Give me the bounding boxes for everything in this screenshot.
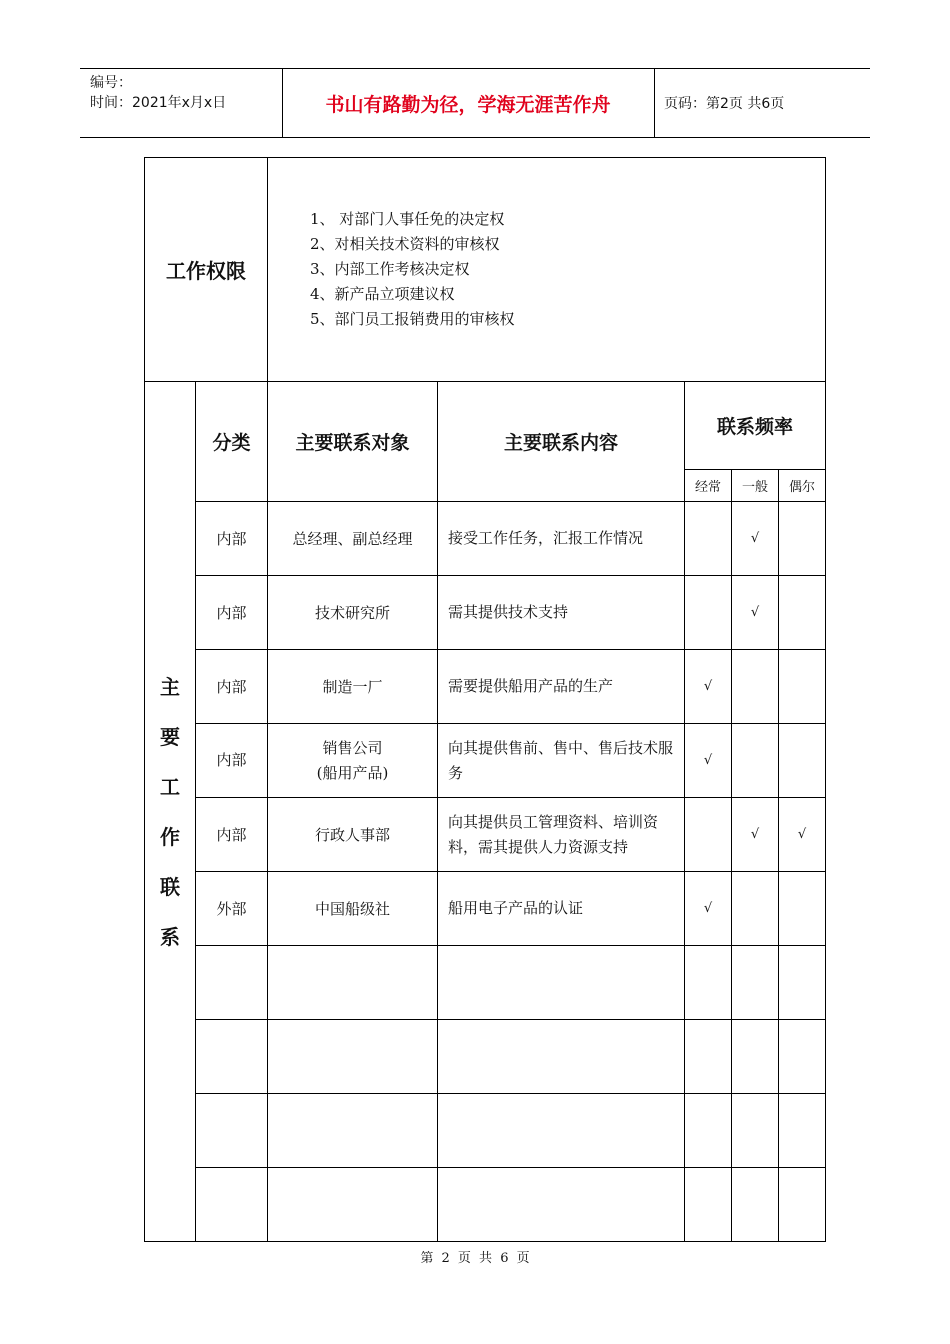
category-cell — [196, 1094, 268, 1168]
target-cell: 技术研究所 — [268, 576, 438, 650]
freq-rare-cell — [779, 502, 826, 576]
side-title-char: 作 — [160, 824, 180, 849]
category-cell: 外部 — [196, 872, 268, 946]
authority-item: 5、部门员工报销费用的审核权 — [310, 310, 515, 328]
job-description-table — [144, 157, 826, 1242]
authority-item: 4、新产品立项建议权 — [310, 285, 455, 303]
content-cell: 船用电子产品的认证 — [438, 872, 685, 946]
target-cell: 中国船级社 — [268, 872, 438, 946]
table-row — [145, 650, 826, 724]
category-cell — [196, 946, 268, 1020]
table-row — [145, 1168, 826, 1242]
target-cell — [268, 1094, 438, 1168]
header-freq-often: 经常 — [685, 470, 732, 502]
table-row — [145, 946, 826, 1020]
table-row — [145, 1020, 826, 1094]
authority-row — [145, 158, 826, 382]
freq-rare-cell — [779, 1094, 826, 1168]
freq-rare-cell — [779, 1020, 826, 1094]
freq-rare-cell — [779, 576, 826, 650]
contacts-header-row — [145, 382, 826, 470]
category-cell: 内部 — [196, 724, 268, 798]
category-cell — [196, 1020, 268, 1094]
category-cell: 内部 — [196, 576, 268, 650]
freq-normal-cell — [732, 872, 779, 946]
freq-often-cell: √ — [685, 872, 732, 946]
table-row — [145, 798, 826, 872]
freq-often-cell — [685, 798, 732, 872]
freq-often-cell — [685, 576, 732, 650]
page-footer: 第 2 页 共 6 页 — [420, 1251, 530, 1266]
freq-rare-cell — [779, 724, 826, 798]
freq-normal-cell — [732, 1094, 779, 1168]
table-row — [145, 724, 826, 798]
freq-normal-cell — [732, 724, 779, 798]
page-header — [80, 68, 870, 138]
freq-rare-cell — [779, 872, 826, 946]
target-cell: 行政人事部 — [268, 798, 438, 872]
content-cell — [438, 946, 685, 1020]
freq-rare-cell: √ — [779, 798, 826, 872]
header-freq-normal: 一般 — [732, 470, 779, 502]
table-row — [145, 576, 826, 650]
authority-item: 3、内部工作考核决定权 — [310, 260, 470, 278]
freq-normal-cell — [732, 650, 779, 724]
side-title-char: 主 — [160, 674, 180, 699]
freq-normal-cell: √ — [732, 502, 779, 576]
content-cell: 接受工作任务，汇报工作情况 — [438, 502, 685, 576]
side-title-char: 系 — [160, 924, 180, 949]
side-title-char: 要 — [160, 724, 180, 749]
target-cell: 总经理、副总经理 — [268, 502, 438, 576]
content-cell: 需其提供技术支持 — [438, 576, 685, 650]
freq-rare-cell — [779, 650, 826, 724]
content-cell: 向其提供售前、售中、售后技术服务 — [438, 724, 685, 798]
freq-often-cell — [685, 1168, 732, 1242]
header-content: 主要联系内容 — [438, 382, 685, 502]
freq-normal-cell: √ — [732, 576, 779, 650]
authority-list — [310, 207, 825, 332]
category-cell: 内部 — [196, 502, 268, 576]
freq-normal-cell — [732, 946, 779, 1020]
target-cell — [268, 1168, 438, 1242]
target-cell: 制造一厂 — [268, 650, 438, 724]
contacts-side-title — [145, 382, 196, 1242]
header-meta — [90, 73, 226, 113]
freq-often-cell — [685, 1094, 732, 1168]
side-title-char: 联 — [160, 874, 180, 899]
header-freq-rare: 偶尔 — [779, 470, 826, 502]
target-cell — [268, 946, 438, 1020]
target-cell — [268, 1020, 438, 1094]
header-target: 主要联系对象 — [268, 382, 438, 502]
table-row — [145, 872, 826, 946]
content-cell — [438, 1020, 685, 1094]
side-title-char: 工 — [160, 774, 180, 799]
table-row — [145, 1094, 826, 1168]
table-row — [145, 502, 826, 576]
side-title-chars — [145, 662, 195, 962]
authority-item: 2、对相关技术资料的审核权 — [310, 235, 500, 253]
content-cell — [438, 1094, 685, 1168]
number-label: 编号： — [90, 75, 132, 91]
authority-title: 工作权限 — [145, 158, 268, 382]
authority-list-cell — [268, 158, 826, 382]
header-page-info: 页码：第2页 共6页 — [664, 96, 785, 112]
freq-rare-cell — [779, 946, 826, 1020]
category-cell: 内部 — [196, 650, 268, 724]
category-cell: 内部 — [196, 798, 268, 872]
freq-often-cell — [685, 946, 732, 1020]
target-cell: 销售公司 (船用产品) — [268, 724, 438, 798]
header-divider — [654, 69, 655, 137]
header-motto: 书山有路勤为径，学海无涯苦作舟 — [325, 93, 611, 116]
freq-normal-cell: √ — [732, 798, 779, 872]
freq-rare-cell — [779, 1168, 826, 1242]
time-label: 时间：2021年x月x日 — [90, 95, 227, 111]
freq-often-cell — [685, 1020, 732, 1094]
freq-often-cell: √ — [685, 650, 732, 724]
freq-often-cell: √ — [685, 724, 732, 798]
header-category: 分类 — [196, 382, 268, 502]
content-cell: 向其提供员工管理资料、培训资料，需其提供人力资源支持 — [438, 798, 685, 872]
freq-normal-cell — [732, 1168, 779, 1242]
freq-often-cell — [685, 502, 732, 576]
freq-normal-cell — [732, 1020, 779, 1094]
content-cell — [438, 1168, 685, 1242]
content-cell: 需要提供船用产品的生产 — [438, 650, 685, 724]
authority-item: 1、 对部门人事任免的决定权 — [310, 210, 505, 228]
header-frequency: 联系频率 — [685, 382, 826, 470]
category-cell — [196, 1168, 268, 1242]
